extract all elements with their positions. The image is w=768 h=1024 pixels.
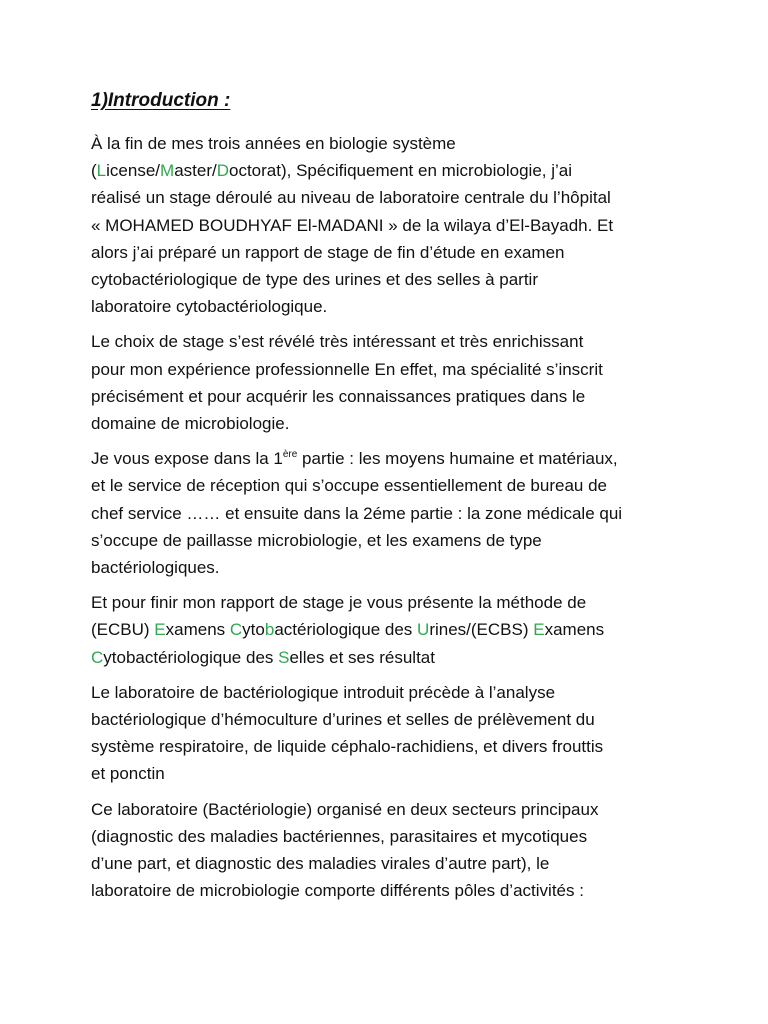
green-initial: b <box>264 620 275 640</box>
text-fragment: elles et ses résultat <box>289 647 435 667</box>
green-initial: E <box>533 620 545 640</box>
paragraph-line: alors j’ai préparé un rapport de stage de fin d’étude en examen <box>91 242 565 262</box>
paragraph-line: laboratoire de microbiologie comporte différents pôles d’activités : <box>91 881 584 901</box>
text-fragment: ( <box>91 161 97 181</box>
green-initial: M <box>160 161 175 181</box>
paragraph-line: chef service …… et ensuite dans la 2éme partie : la zone médicale qui <box>91 503 623 523</box>
green-initial: E <box>154 620 166 640</box>
text-fragment: icense/ <box>106 161 161 181</box>
paragraph-6 <box>91 796 708 905</box>
text-fragment: aster/ <box>174 161 217 181</box>
paragraph-line: bactériologiques. <box>91 558 220 578</box>
paragraph-line: Et pour finir mon rapport de stage je vous présente la méthode de <box>91 593 587 613</box>
paragraph-5 <box>91 679 708 788</box>
paragraph-3 <box>91 445 708 581</box>
text-fragment: rines/(ECBS) <box>429 620 534 640</box>
text-fragment: Je vous expose dans la 1 <box>91 449 283 469</box>
green-initial: D <box>216 161 229 181</box>
paragraph-line: Le choix de stage s’est révélé très intéressant et très enrichissant <box>91 332 584 352</box>
text-fragment: ytobactériologique des <box>103 647 279 667</box>
section-heading: 1)Introduction : <box>91 90 231 111</box>
paragraph-line: bactériologique d’hémoculture d’urines et selles de prélèvement du <box>91 710 595 730</box>
paragraph-line: À la fin de mes trois années en biologie système <box>91 134 456 153</box>
text-fragment: partie : les moyens humaine et matériaux, <box>297 449 618 469</box>
paragraph-line: et ponctin <box>91 764 165 784</box>
paragraph-line: laboratoire cytobactériologique. <box>91 297 328 317</box>
paragraph-line <box>91 445 708 472</box>
paragraph-line: domaine de microbiologie. <box>91 414 290 434</box>
paragraph-4 <box>91 589 708 671</box>
paragraph-line <box>91 616 708 643</box>
text-fragment: xamens <box>165 620 230 640</box>
text-fragment: xamens <box>544 620 605 640</box>
paragraph-1 <box>91 130 708 320</box>
paragraph-line: (diagnostic des maladies bactériennes, parasitaires et mycotiques <box>91 826 588 846</box>
green-initial: C <box>91 647 104 667</box>
text-fragment: octorat), Spécifiquement en microbiologie, j’ai <box>229 161 573 181</box>
paragraph-line: s’occupe de paillasse microbiologie, et les examens de type <box>91 530 542 550</box>
green-initial: L <box>96 161 107 181</box>
green-initial: S <box>278 647 290 667</box>
green-initial: C <box>229 620 243 640</box>
paragraph-line: pour mon expérience professionnelle En effet, ma spécialité s’inscrit <box>91 359 603 379</box>
text-fragment: actériologique des <box>274 620 418 640</box>
text-fragment: (ECBU) <box>91 620 155 640</box>
paragraph-line: réalisé un stage déroulé au niveau de laboratoire centrale du l’hôpital <box>91 188 611 208</box>
paragraph-line: système respiratoire, de liquide céphalo-rachidiens, et divers frouttis <box>91 737 604 757</box>
text-fragment: yto <box>242 620 265 640</box>
paragraph-line: Le laboratoire de bactériologique introduit précède à l’analyse <box>91 682 556 702</box>
paragraph-line <box>91 644 708 671</box>
paragraph-line <box>91 157 708 184</box>
paragraph-line: précisément et pour acquérir les connaissances pratiques dans le <box>91 386 586 406</box>
paragraph-line: cytobactériologique de type des urines et des selles à partir <box>91 270 538 290</box>
green-initial: U <box>417 620 430 640</box>
paragraph-line: et le service de réception qui s’occupe essentiellement de bureau de <box>91 476 607 496</box>
paragraph-line: « MOHAMED BOUDHYAF El-MADANI » de la wilaya d’El-Bayadh. Et <box>91 215 614 235</box>
paragraph-line: d’une part, et diagnostic des maladies virales d’autre part), le <box>91 854 550 874</box>
paragraph-2 <box>91 328 708 437</box>
paragraph-line: Ce laboratoire (Bactériologie) organisé en deux secteurs principaux <box>91 799 599 819</box>
superscript: ère <box>282 449 298 461</box>
